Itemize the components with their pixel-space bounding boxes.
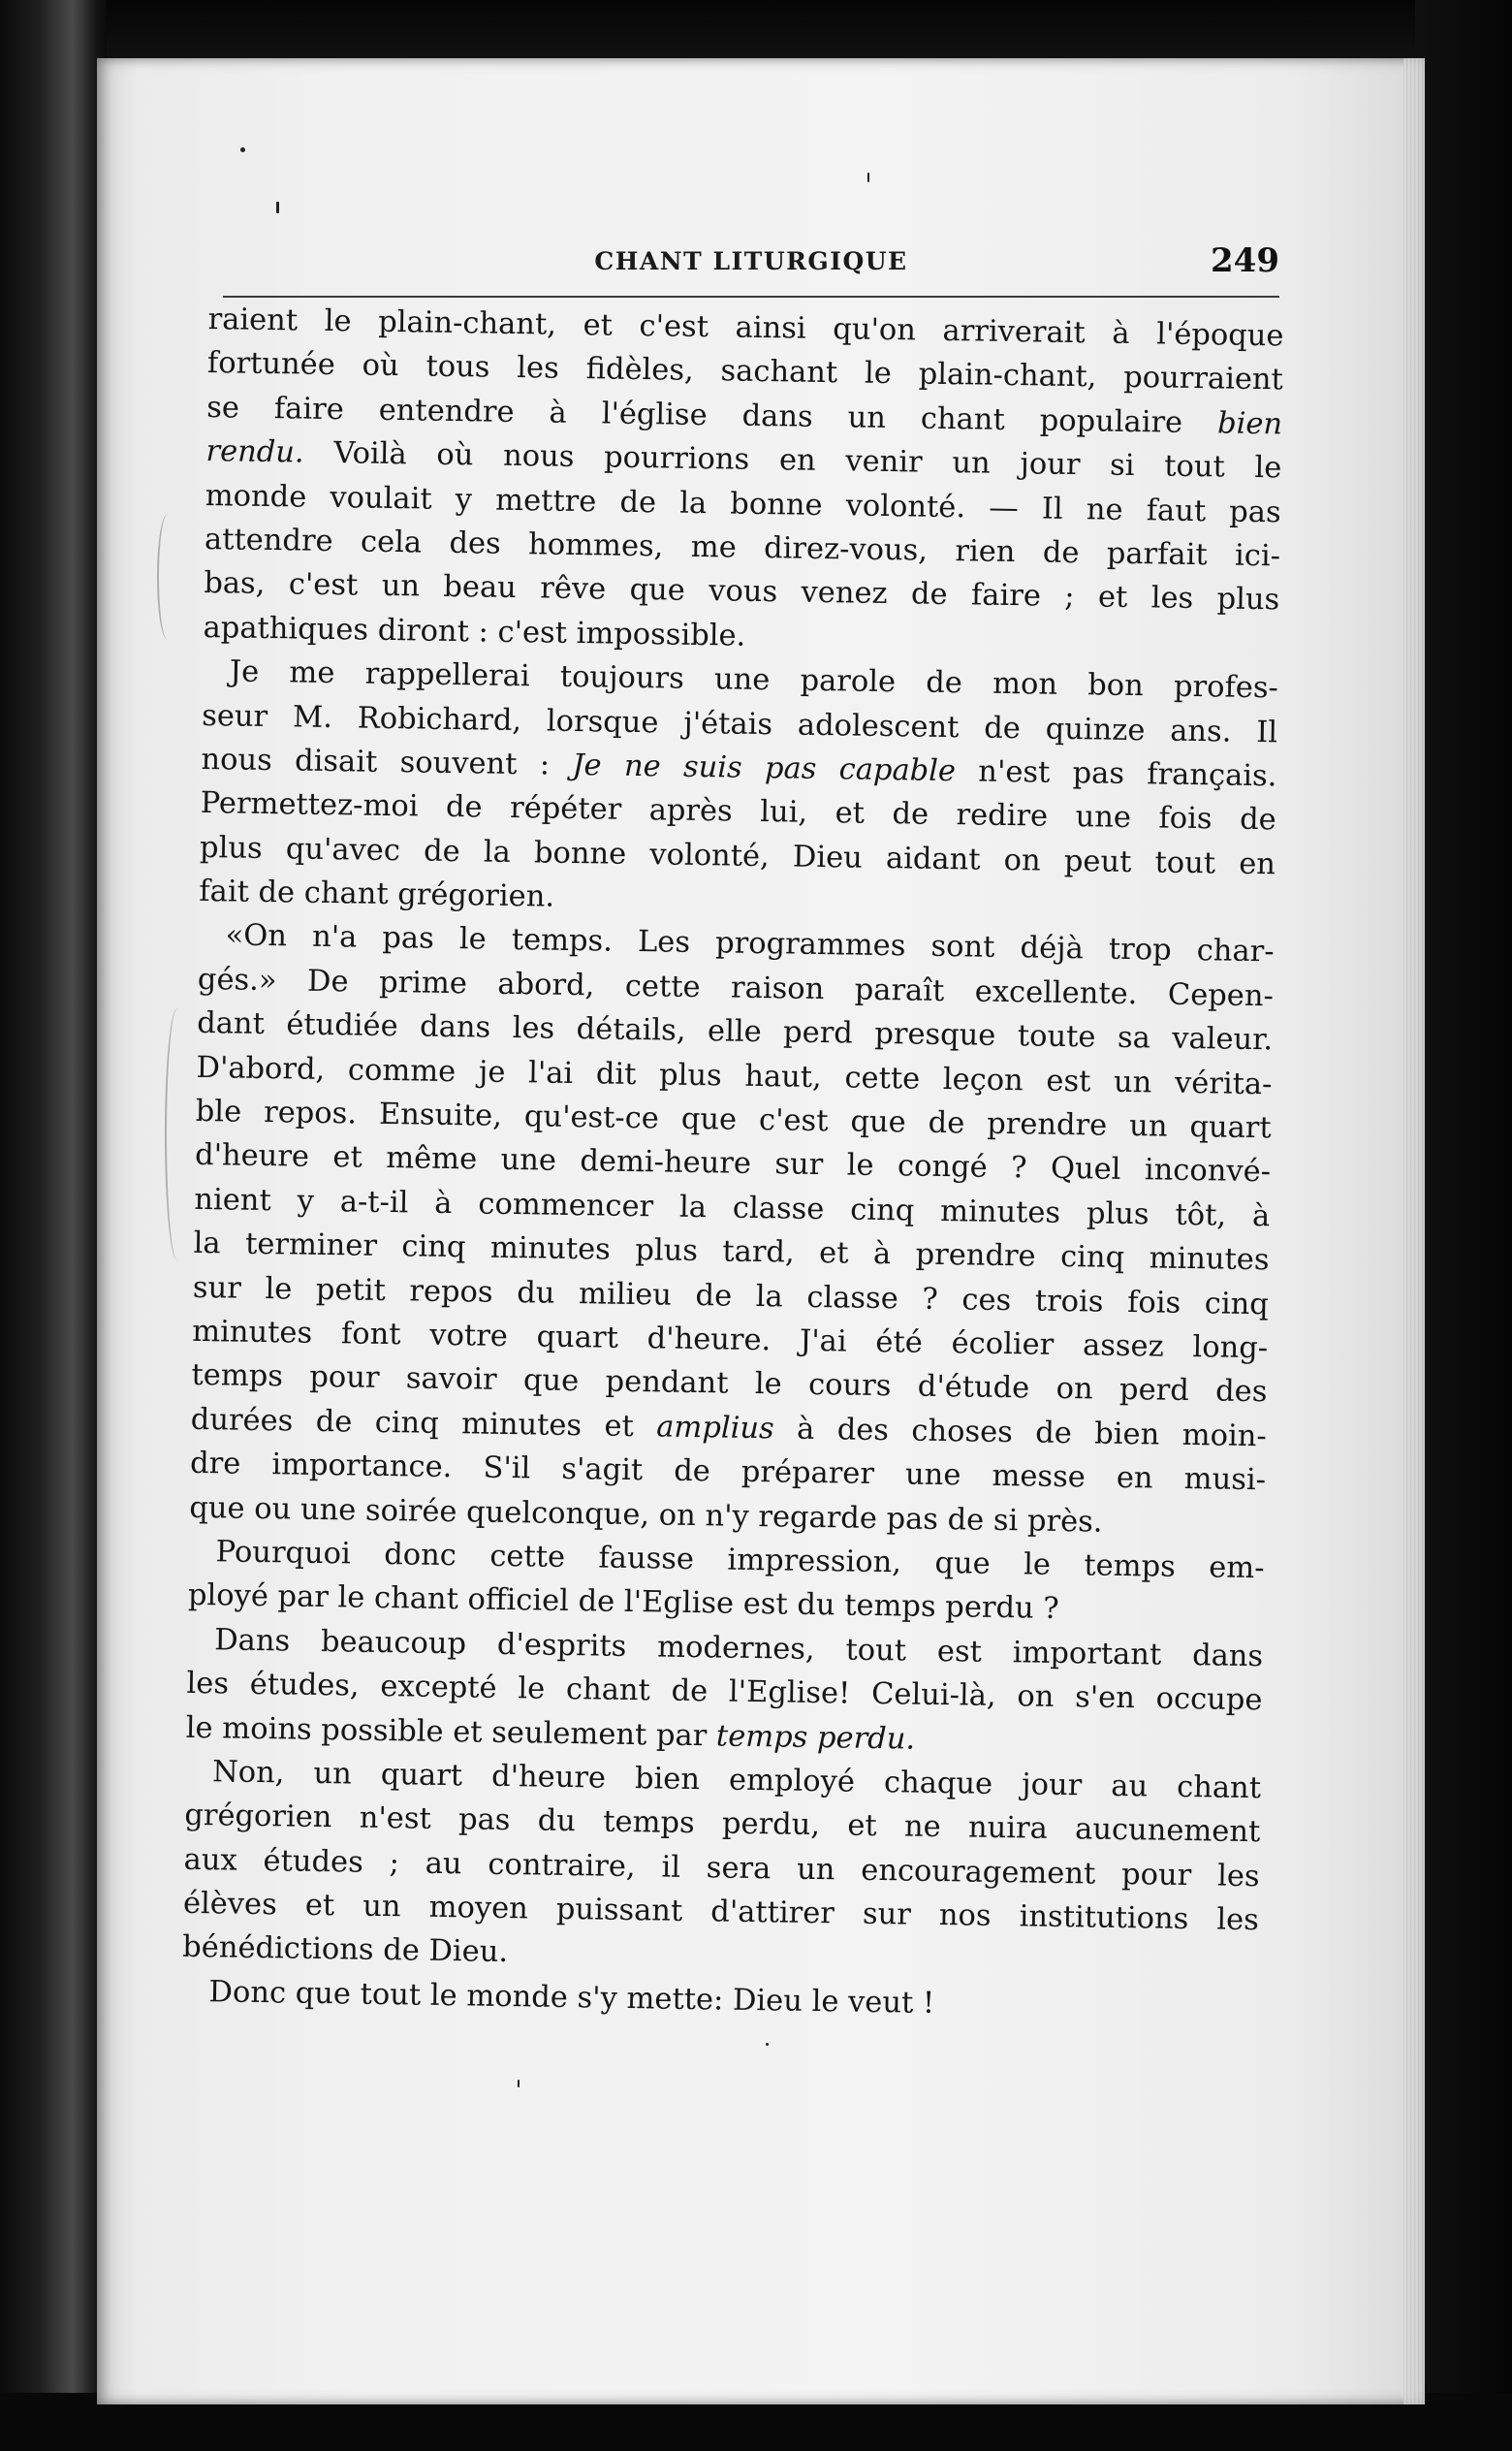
text-run: nient y a-t-il à commencer la classe cinq minutes plus tôt, à <box>194 1182 1271 1234</box>
text-run: d'heure et même une demi-heure sur le congé ? Quel inconvé- <box>194 1138 1272 1190</box>
scan-speck <box>766 2043 769 2046</box>
text-run: dant étudiée dans les détails, elle perd presque toute sa valeur. <box>196 1006 1274 1058</box>
text-run: D'abord, comme je l'ai dit plus haut, cette leçon est un vérita- <box>196 1050 1273 1101</box>
text-run: monde voulait y mettre de la bonne volonté. — Il ne faut pas <box>205 478 1281 529</box>
text-run: fortunée où tous les fidèles, sachant le plain-chant, pourraient <box>206 346 1284 398</box>
text-run: minutes font votre quart d'heure. J'ai été écolier assez long- <box>191 1314 1269 1366</box>
text-run: la terminer cinq minutes plus tard, et à prendre cinq minutes <box>193 1226 1270 1278</box>
scan-speck <box>518 2080 520 2087</box>
scan-speck <box>867 173 869 182</box>
text-run: sur le petit repos du milieu de la classe ? ces trois fois cinq <box>192 1270 1270 1321</box>
italic-run: rendu. <box>205 434 304 470</box>
text-run: grégorien n'est pas du temps perdu, et ne nuira aucunement <box>184 1798 1261 1850</box>
text-run: Non, un quart d'heure bien employé chaque jour au chant <box>211 1755 1262 1806</box>
text-run: temps pour savoir que pendant le cours d'étude on perd des <box>191 1358 1268 1410</box>
text-run: bas, c'est un beau rêve que vous venez de faire ; et les plus <box>204 566 1280 618</box>
text-run: élèves et un moyen puissant d'attirer sur nos institutions les <box>182 1886 1260 1938</box>
margin-pencil-mark <box>157 514 178 640</box>
text-run: Pourquoi donc cette fausse impression, que le temps em- <box>215 1535 1265 1586</box>
text-run: le moins possible et seulement par <box>185 1710 717 1753</box>
text-run: durées de cinq minutes et <box>190 1402 657 1445</box>
text-run: Donc que tout le monde s'y mette: Dieu le veut ! <box>208 1975 935 2021</box>
italic-run: Je ne suis pas capable <box>572 748 957 789</box>
page-number: 249 <box>1211 241 1279 280</box>
text-run: bénédictions de Dieu. <box>181 1930 509 1970</box>
text-run: gés.» De prime abord, cette raison paraît excellente. Cepen- <box>197 962 1275 1014</box>
text-run: ployé par le chant officiel de l'Eglise est du temps perdu ? <box>187 1578 1059 1627</box>
text-run: raient le plain-chant, et c'est ainsi qu'on arriverait à l'époque <box>207 302 1284 354</box>
scan-speck <box>240 147 245 152</box>
italic-run: amplius <box>656 1410 774 1447</box>
text-run: à des choses de bien moin- <box>773 1412 1267 1454</box>
text-run: les études, excepté le chant de l'Eglise! Celui-là, on s'en occupe <box>186 1666 1263 1718</box>
scan-border-right <box>1415 0 1512 2451</box>
text-run: seur M. Robichard, lorsque j'étais adolescent de quinze ans. Il <box>201 698 1278 749</box>
text-run: Permettez-moi de répéter après lui, et de redire une fois de <box>200 786 1276 838</box>
text-run: plus qu'avec de la bonne volonté, Dieu aidant on peut tout en <box>199 830 1276 882</box>
italic-run: bien <box>1216 406 1283 442</box>
page-edge <box>1403 58 1425 2404</box>
text-run: nous disait souvent : <box>201 742 573 782</box>
text-run: que ou une soirée quelconque, on n'y regarde pas de si près. <box>189 1490 1103 1540</box>
text-run: apathiques diront : c'est impossible. <box>203 610 746 653</box>
margin-pencil-mark <box>165 1008 190 1260</box>
text-run: dre importance. S'il s'agit de préparer une messe en musi- <box>189 1447 1267 1498</box>
text-run: Je me rappellerai toujours une parole de mon bon profes- <box>229 654 1279 706</box>
text-run: Dans beaucoup d'esprits modernes, tout est important dans <box>213 1622 1264 1673</box>
running-head <box>223 241 1279 298</box>
text-run: Voilà où nous pourrions en venir un jour si tout le <box>303 435 1282 486</box>
body-text <box>181 298 1284 2030</box>
italic-run: temps perdu. <box>715 1718 916 1757</box>
text-run: fait de chant grégorien. <box>199 875 555 914</box>
running-title: CHANT LITURGIQUE <box>594 247 908 275</box>
book-page <box>97 58 1425 2404</box>
text-run: aux études ; au contraire, il sera un encouragement pour les <box>183 1842 1260 1894</box>
scan-border-left <box>0 0 107 2451</box>
text-run: se faire entendre à l'église dans un chant populaire <box>205 390 1218 441</box>
text-run: n'est pas français. <box>955 754 1277 794</box>
text-run: attendre cela des hommes, me direz-vous, rien de parfait ici- <box>204 522 1281 574</box>
text-run: ble repos. Ensuite, qu'est-ce que c'est que de prendre un quart <box>195 1094 1272 1146</box>
scan-speck <box>276 202 279 213</box>
text-run: «On n'a pas le temps. Les programmes sont déjà trop char- <box>225 918 1275 970</box>
